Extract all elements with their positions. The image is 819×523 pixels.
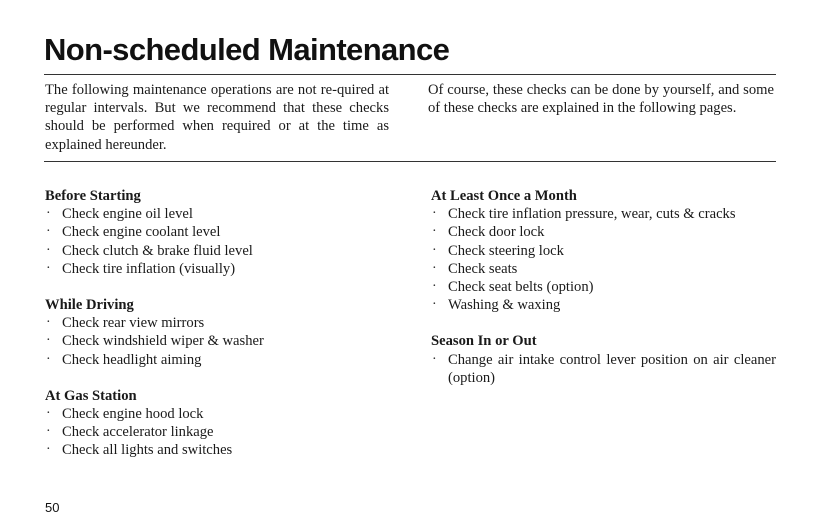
list-item [45,260,390,278]
section-heading: While Driving [45,297,134,314]
list-item [431,260,776,278]
section-heading: At Least Once a Month [431,188,577,204]
bullet-icon: · [46,442,51,458]
list-item [45,205,390,223]
list-item [45,332,390,350]
section-divider [44,161,776,162]
bullet-icon: · [46,260,51,276]
list-item-text: Check engine oil level [62,206,193,223]
list-item-text: Check rear view mirrors [62,315,205,332]
list-item [431,351,776,387]
section-at-least-once-a-month [431,187,776,314]
page-title: Non-scheduled Maintenance [44,32,450,67]
checklist [431,351,776,387]
left-column [45,187,390,478]
list-item-text: Check steering lock [448,242,564,259]
page-number: 50 [45,500,60,515]
section-season-in-or-out [431,332,776,387]
section-at-gas-station [45,387,390,460]
section-while-driving [45,296,390,369]
list-item [45,314,390,332]
bullet-icon: · [46,242,51,258]
list-item-text: Check headlight aiming [62,351,202,368]
bullet-icon: · [46,224,51,240]
bullet-icon: · [46,406,51,422]
list-item-text: Check seats [448,260,518,277]
checklist [45,405,390,460]
list-item-text: Check tire inflation (visually) [62,260,236,277]
section-heading: Before Starting [45,188,141,204]
list-item [45,423,390,441]
bullet-icon: · [432,260,437,276]
list-item [431,205,776,223]
bullet-icon: · [46,206,51,222]
list-item-text: Check tire inflation pressure, wear, cuts & cracks [448,206,736,223]
title-rule [44,74,776,75]
intro-text-left: The following maintenance operations are not re-quired at regular intervals. But we recommend that these checks should be performed when required or at the time as explained hereunder. [45,82,389,153]
checklist [431,205,776,314]
list-item-text: Check windshield wiper & washer [62,333,264,350]
intro-text-right: Of course, these checks can be done by yourself, and some of these checks are explained in the following pages. [428,82,774,117]
list-item [45,351,390,369]
list-item [45,223,390,241]
list-item [45,405,390,423]
bullet-icon: · [432,279,437,295]
bullet-icon: · [46,333,51,349]
section-before-starting [45,187,390,278]
list-item-text: Check clutch & brake fluid level [62,242,253,259]
bullet-icon: · [46,315,51,331]
list-item [431,223,776,241]
list-item [45,441,390,459]
checklist [45,205,390,278]
list-item [431,242,776,260]
list-item-text: Check engine hood lock [62,406,204,423]
list-item [431,296,776,314]
list-item [45,242,390,260]
bullet-icon: · [432,242,437,258]
bullet-icon: · [46,351,51,367]
bullet-icon: · [432,351,437,367]
list-item-text: Check all lights and switches [62,442,233,459]
list-item [431,278,776,296]
bullet-icon: · [46,424,51,440]
list-item-text: Change air intake control lever position on air cleaner (option) [448,351,776,386]
right-column [431,187,776,405]
section-heading: At Gas Station [45,387,137,404]
list-item-text: Washing & waxing [448,297,561,314]
bullet-icon: · [432,224,437,240]
checklist [45,314,390,369]
list-item-text: Check accelerator linkage [62,424,214,441]
bullet-icon: · [432,297,437,313]
section-heading: Season In or Out [431,333,537,350]
bullet-icon: · [432,206,437,222]
list-item-text: Check seat belts (option) [448,279,594,296]
list-item-text: Check door lock [448,224,545,241]
list-item-text: Check engine coolant level [62,224,221,241]
